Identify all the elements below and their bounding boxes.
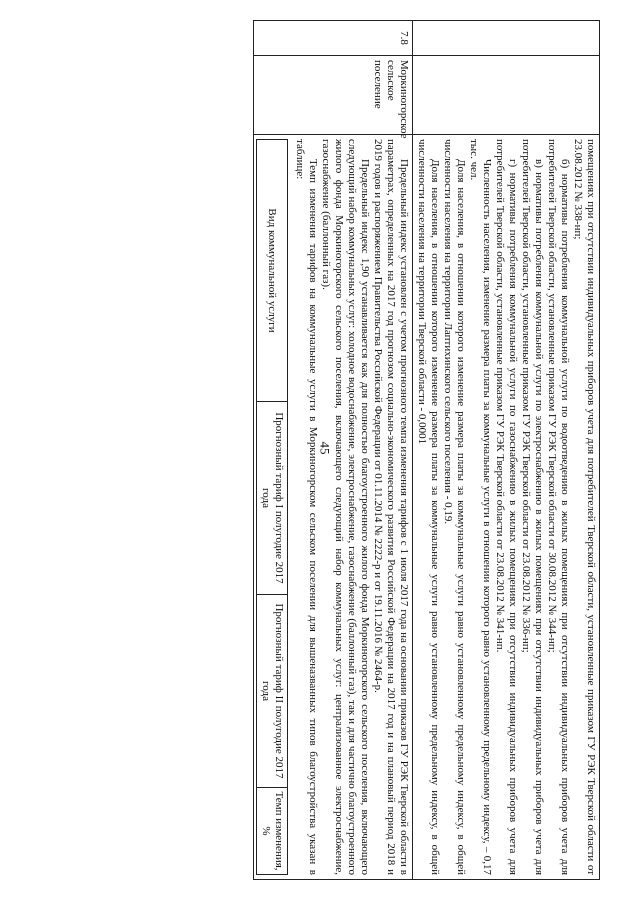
tariff-header: Прогнозный тариф II полугодие 2017 года [257,595,288,788]
row-number-cell [413,21,600,56]
paragraph: б) нормативы потребления коммунальной услуги по водоотведению в жилых помещениях при отсутствии индивидуальных приборов учета для потребителей Тверской области, установленные приказом ГУ РЭК Тверской области от 30.08.2012 № 344-нп; [546,139,571,875]
tariff-header: Темп изменения, % [257,788,288,875]
settlement-name-cell [413,56,600,135]
tariff-header-row [257,140,288,875]
paragraph: Предельный индекс 1,90 устанавливается как для полностью благоустроенного жилого фонда Моркиногорского сельского поселения, включающего следующий набор коммунальных услуг: холодное водоснабжение, электроснабжение, газоснабжение (баллонный газ), так и для частично благоустроенного жилого фонда Моркиногорского сельского поселения, включающего следующий набор коммунальных услуг: централизованное электроснабжение, газоснабжение (баллонный газ). [320,139,371,875]
paragraph: г) нормативы потребления коммунальной услуги по газоснабжению в жилых помещениях при отсутствии индивидуальных приборов учета для потребителей Тверской области, установленные приказом ГУ РЭК Тверской области от 23.08.2012 № 341-нп. [494,139,519,875]
paragraph: Доля населения, в отношении которого изменение размера платы за коммунальные услуги равно установленному предельному индексу, в общей численности населения на территории Тверской области - 0,0001 [416,139,441,875]
paragraph: Предельный индекс установлен с учетом прогнозного темпа изменения тарифов с 1 июля 2017 года на основании приказов ГУ РЭК Тверской области в параметрах, определенных на 2017 год прогнозом социально-экономического развития Российской Федерации на 2017 год и на плановый период 2018 и 2019 годов и распоряжением Правительства Российской Федерации от 01.11.2014 № 2222-р и от 19.11.2016 № 2464-р. [372,139,410,875]
description-cell [254,135,413,880]
paragraph: Доля населения, в отношении которого изменение размера платы за коммунальные услуги равно установленному предельному индексу, в общей численности населения на территории Лаптихинского сельского поселения - 0,19. [442,139,467,875]
paragraph: Темп изменения тарифов на коммунальные услуги в Моркиногорском сельском поселении для вышеназванных типов благоустройства указан в таблице: [294,139,319,875]
paragraph: в) нормативы потребления коммунальной услуги по электроснабжению в жилых помещениях при отсутствии индивидуальных приборов учета для потребителей Тверской области, установленные приказом ГУ РЭК Тверской области от 23.08.2012 № 336-нп; [520,139,545,875]
description-cell [413,135,600,880]
table-row [413,21,600,880]
tariff-table [256,139,288,875]
page-number: 45 [317,441,333,455]
row-number: 7.8 [254,21,413,56]
tariff-header: Прогнозный тариф I полугодие 2017 года [257,402,288,595]
rotated-content [45,20,600,880]
settlement-name: Моркиногорское сельское поселение [254,56,413,135]
settlement-table [253,20,600,880]
tariff-header: Вид коммунальной услуги [257,140,288,402]
paragraph: помещениях при отсутствии индивидуальных приборов учета для потребителей Тверской области, установленные приказом ГУ РЭК Тверской области от 23.08.2012 № 338-нп; [572,139,597,875]
paragraph: Численность населения, изменение размера платы за коммунальные услуги в отношении которого равно установленному предельному индексу, – 0,17 тыс. чел. [468,139,493,875]
table-row [254,21,413,880]
